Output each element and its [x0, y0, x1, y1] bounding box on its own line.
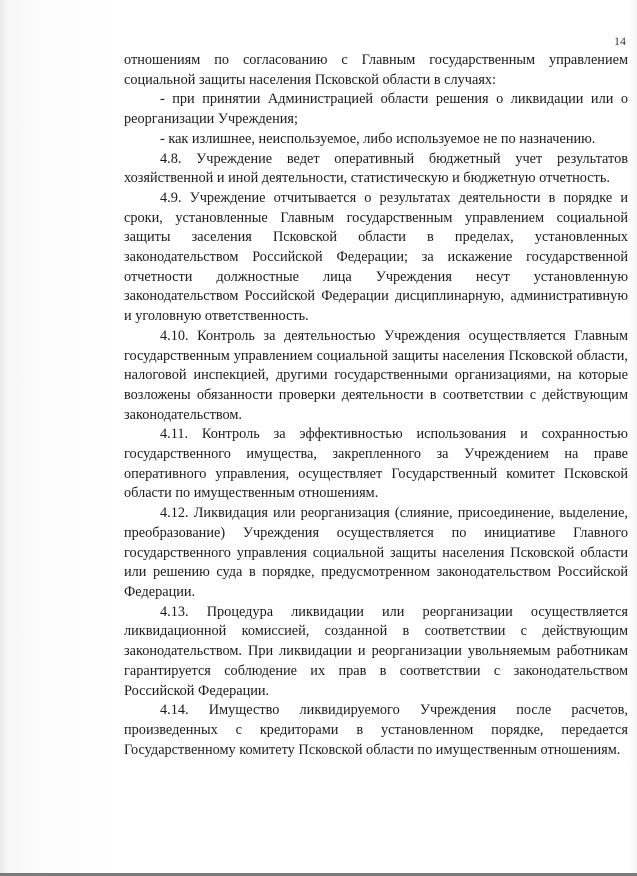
page-number: 14: [614, 34, 626, 48]
paragraph-4-12: 4.12. Ликвидация или реорганизация (слияние, присоединение, выделение, преобразование) Учреждения осуществляется по инициативе Главного государственного управления социальной защиты населения Псковской области или решению суда в порядке, предусмотренном законодательством Российской Федерации.: [124, 505, 628, 600]
paragraph-4-10: 4.10. Контроль за деятельностью Учреждения осуществляется Главным государственным управлением социальной защиты населения Псковской области, налоговой инспекцией, другими государственными организациями, на которые возложены обязанности проверки деятельности в соответствии с действующим законодательством.: [124, 327, 628, 423]
scan-edge-shadow: [629, 0, 637, 876]
paragraph-4-11: 4.11. Контроль за эффективностью использования и сохранностью государственного имущества, закрепленного за Учреждением на праве оперативного управления, осуществляет Государственный комитет Псковской области по имущественным отношениям.: [124, 426, 628, 502]
paragraph-list-item-2: - как излишнее, неиспользуемое, либо используемое не по назначению.: [160, 130, 596, 147]
paragraph-list-item-1: - при принятии Администрацией области решения о ликвидации или о реорганизации Учреждения;: [124, 91, 628, 128]
paragraph-4-8: 4.8. Учреждение ведет оперативный бюджетный учет результатов хозяйственной и иной деятельности, статистическую и бюджетную отчетность.: [124, 150, 628, 187]
paragraph-continued: отношениям по согласованию с Главным государственным управлением социальной защиты населения Псковской области в случаях:: [124, 52, 628, 88]
paragraph-4-9: 4.9. Учреждение отчитывается о результатах деятельности в порядке и сроки, установленные Главным государственным управлением социальной защиты заселения Псковской области в пределах, установленных законодательством Российской Федерации; за искажение государственной отчетности должностные лица Учреждения несут установленную законодательством Российской Федерации дисциплинарную, административную и уголовную ответственность.: [124, 189, 628, 325]
paragraph-4-13: 4.13. Процедура ликвидации или реорганизации осуществляется ликвидационной комиссией, созданной в соответствии с действующим законодательством. При ликвидации и реорганизации увольняемым работникам гарантируется соблюдение их прав в соответствии с законодательством Российской Федерации.: [124, 603, 628, 699]
document-body: [124, 51, 628, 760]
paragraph-4-14: 4.14. Имущество ликвидируемого Учреждения после расчетов, произведенных с кредиторами в установленном порядке, передается Государственному комитету Псковской области по имущественным отношениям.: [124, 702, 628, 758]
